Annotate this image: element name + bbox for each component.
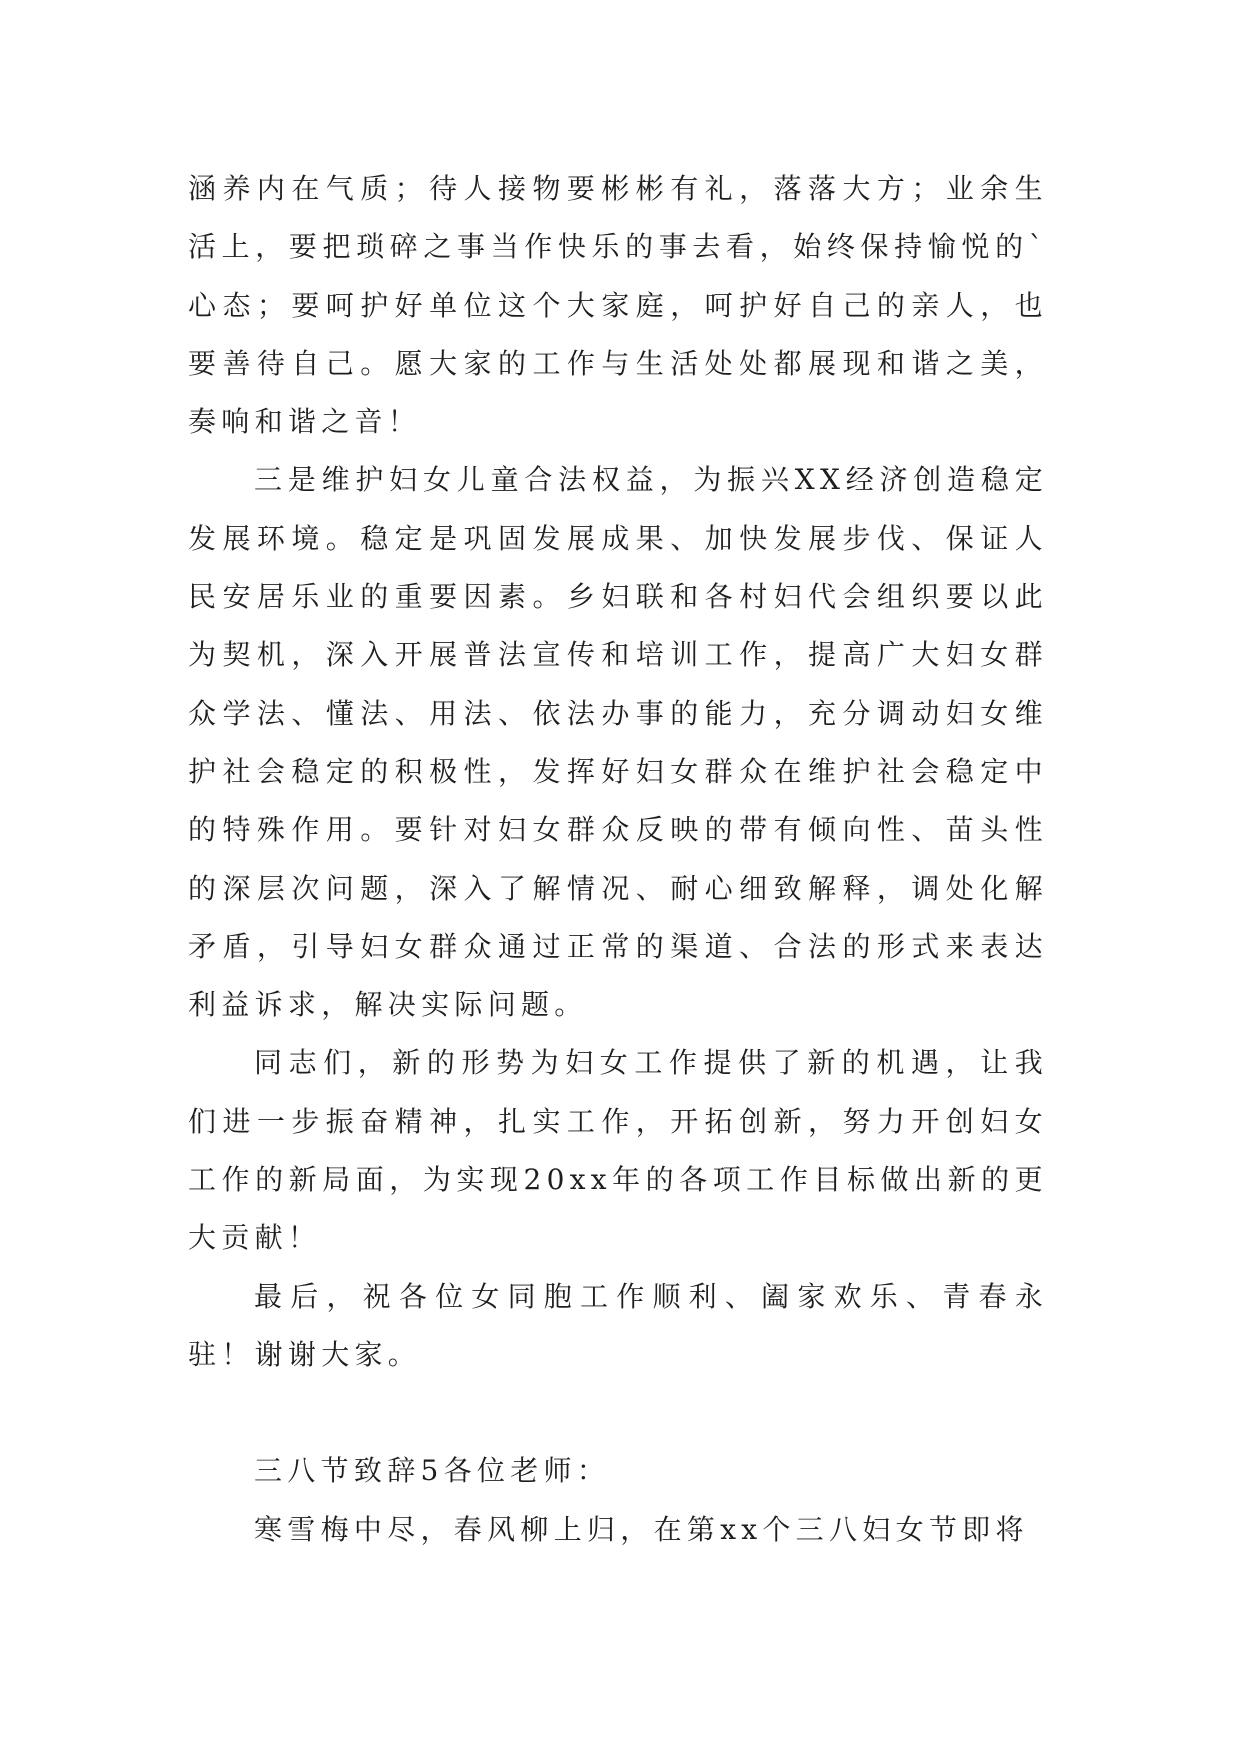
paragraph-rights-protection: 三是维护妇女儿童合法权益，为振兴XX经济创造稳定发展环境。稳定是巩固发展成果、加快发展步伐、保证人民安居乐业的重要因素。乡妇联和各村妇代会组织要以此为契机，深入开展普法宣传和培训工作，提高广大妇女群众学法、懂法、用法、依法办事的能力，充分调动妇女维护社会稳定的积极性，发挥好妇女群众在维护社会稳定中的特殊作用。要针对妇女群众反映的带有倾向性、苗头性的深层次问题，深入了解情况、耐心细致解释，调处化解矛盾，引导妇女群众通过正常的渠道、合法的形式来表达利益诉求，解决实际问题。	[188, 463, 1048, 1022]
paragraph-speech-opening: 寒雪梅中尽，春风柳上归，在第xx个三八妇女节即将	[254, 1512, 1029, 1546]
paragraph-harmony: 涵养内在气质；待人接物要彬彬有礼，落落大方；业余生活上，要把琐碎之事当作快乐的事去看，始终保持愉悦的`心态；要呵护好单位这个大家庭，呵护好自己的亲人，也要善待自己。愿大家的工作与生活处处都展现和谐之美，奏响和谐之音！	[188, 172, 1048, 439]
paragraph-comrades: 同志们，新的形势为妇女工作提供了新的机遇，让我们进一步振奋精神，扎实工作，开拓创新，努力开创妇女工作的新局面，为实现20xx年的各项工作目标做出新的更大贡献！	[188, 1046, 1048, 1255]
speech-heading: 三八节致辞5各位老师：	[254, 1454, 611, 1488]
section-spacer	[188, 1384, 1048, 1442]
document-page	[188, 160, 1048, 1559]
paragraph-closing: 最后，祝各位女同胞工作顺利、阖家欢乐、青春永驻！谢谢大家。	[188, 1279, 1048, 1371]
